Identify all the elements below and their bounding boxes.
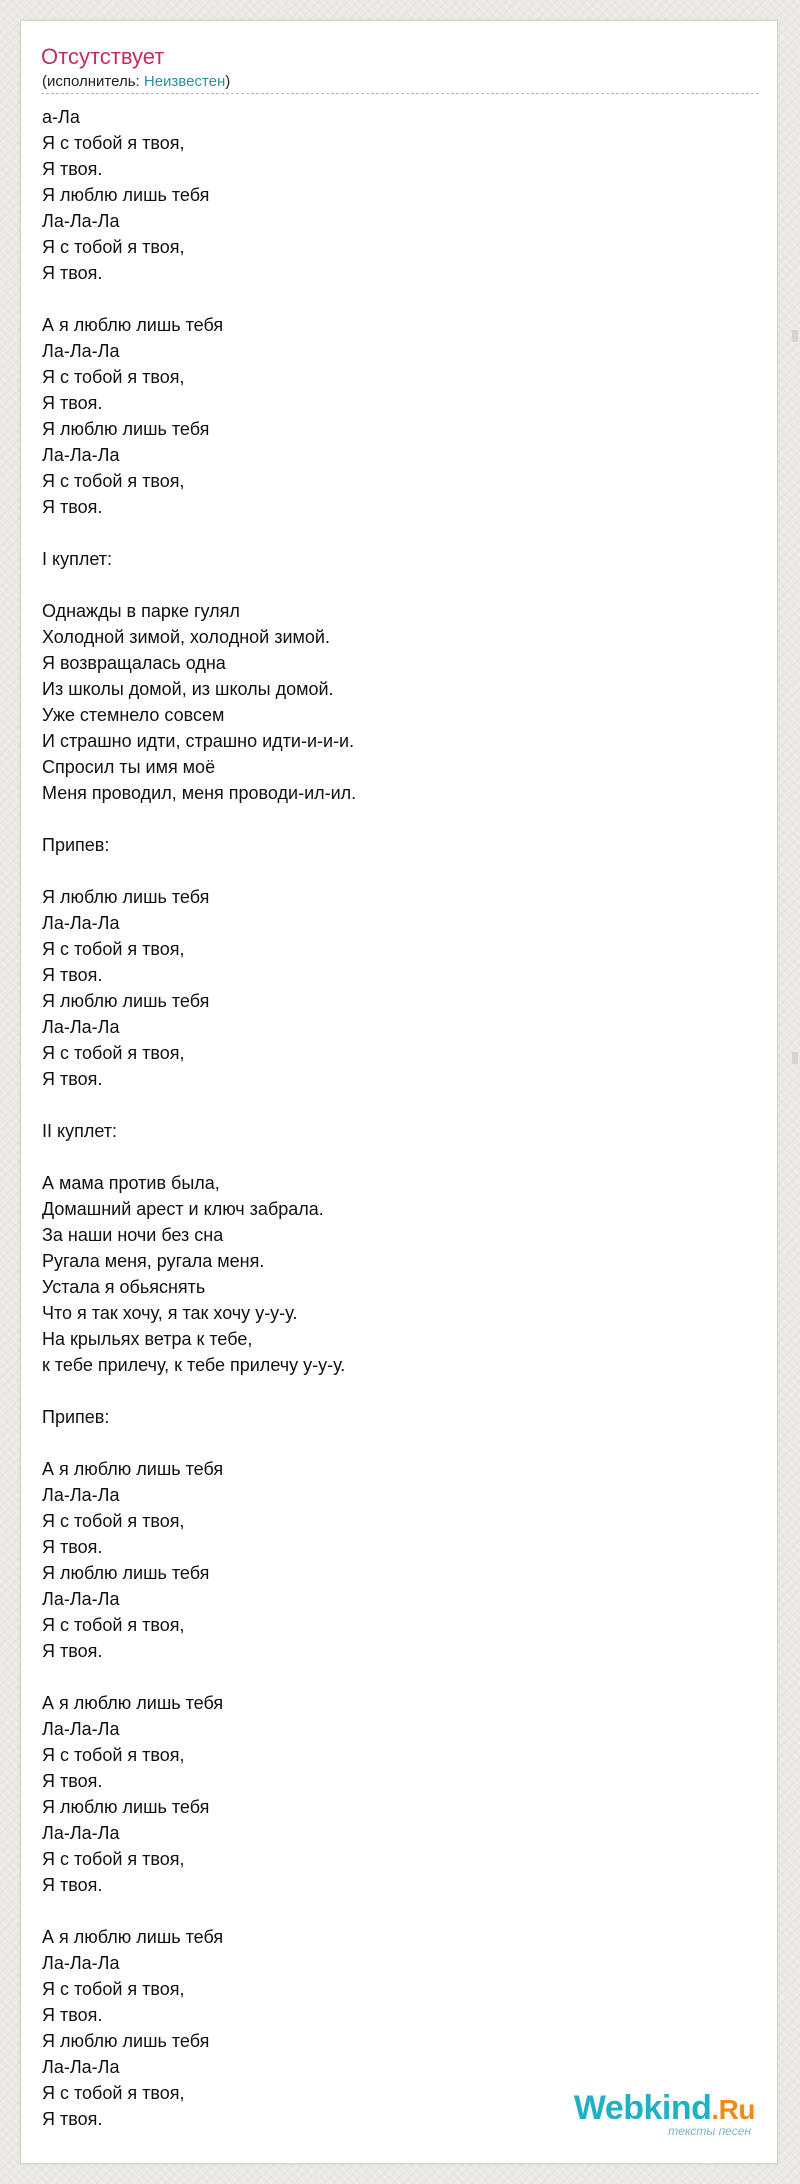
lyric-line: Я твоя. (42, 263, 103, 283)
lyric-line: А я люблю лишь тебя (42, 315, 224, 335)
lyric-line: Ла-Ла-Ла (42, 1017, 120, 1037)
lyric-line: Ла-Ла-Ла (42, 1485, 120, 1505)
lyric-line: Я с тобой я твоя, (42, 367, 185, 387)
lyric-line: Ла-Ла-Ла (42, 445, 120, 465)
lyric-line: А я люблю лишь тебя (42, 1459, 224, 1479)
lyric-line: Меня проводил, меня проводи-ил-ил. (42, 783, 357, 803)
lyric-line: Ла-Ла-Ла (42, 341, 120, 361)
lyric-blank-line (42, 1144, 742, 1170)
lyric-line: А я люблю лишь тебя (42, 1693, 224, 1713)
lyric-line: Я с тобой я твоя, (42, 1745, 185, 1765)
artist-line (42, 72, 230, 92)
lyric-blank-line (42, 858, 742, 884)
lyric-line: Припев: (42, 835, 110, 855)
lyric-line: Я с тобой я твоя, (42, 471, 185, 491)
lyric-line: Я с тобой я твоя, (42, 2083, 185, 2103)
lyric-blank-line (42, 286, 742, 312)
lyric-line: Ла-Ла-Ла (42, 1719, 120, 1739)
lyric-line: Ла-Ла-Ла (42, 2057, 120, 2077)
lyric-line: Я твоя. (42, 965, 103, 985)
lyric-line: Ла-Ла-Ла (42, 1589, 120, 1609)
lyric-line: Я с тобой я твоя, (42, 1043, 185, 1063)
logo-wordmark (574, 2091, 755, 2127)
lyric-line: Я твоя. (42, 1069, 103, 1089)
lyric-line: Я люблю лишь тебя (42, 887, 210, 907)
lyric-line: Спросил ты имя моё (42, 757, 216, 777)
lyric-line: Я люблю лишь тебя (42, 991, 210, 1011)
lyric-line: Я твоя. (42, 393, 103, 413)
lyric-line: Я с тобой я твоя, (42, 1511, 185, 1531)
edge-mark (792, 1052, 798, 1064)
song-title: Отсутствует (41, 44, 165, 69)
lyric-line: Я твоя. (42, 497, 103, 517)
lyric-line: Однажды в парке гулял (42, 601, 240, 621)
lyric-blank-line (42, 1378, 742, 1404)
lyric-line: Припев: (42, 1407, 110, 1427)
lyric-line: Ла-Ла-Ла (42, 211, 120, 231)
lyric-blank-line (42, 520, 742, 546)
lyric-line: Ла-Ла-Ла (42, 1953, 120, 1973)
edge-mark (792, 330, 798, 342)
artist-suffix: ) (225, 73, 231, 90)
lyric-blank-line (42, 1430, 742, 1456)
lyrics-text (42, 104, 742, 2132)
lyric-line: Холодной зимой, холодной зимой. (42, 627, 330, 647)
lyric-line: Я с тобой я твоя, (42, 1979, 185, 1999)
lyric-line: Домашний арест и ключ забрала. (42, 1199, 324, 1219)
lyric-line: Я с тобой я твоя, (42, 939, 185, 959)
logo-tld-text: .Ru (711, 2094, 755, 2125)
lyric-line: А мама против была, (42, 1173, 220, 1193)
logo-main-text: Webkind (573, 2089, 712, 2127)
lyric-line: Я твоя. (42, 1875, 103, 1895)
site-logo[interactable] (574, 2091, 755, 2137)
lyric-line: Я с тобой я твоя, (42, 1615, 185, 1635)
artist-link[interactable]: Неизвестен (143, 73, 226, 90)
lyric-line: к тебе прилечу, к тебе прилечу у-у-у. (42, 1355, 346, 1375)
lyric-line: Устала я обьяснять (42, 1277, 206, 1297)
lyric-blank-line (42, 1898, 742, 1924)
lyrics-card (20, 20, 778, 2164)
lyric-line: Ла-Ла-Ла (42, 1823, 120, 1843)
lyric-blank-line (42, 1092, 742, 1118)
lyric-line: На крыльях ветра к тебе, (42, 1329, 253, 1349)
lyric-line: Ругала меня, ругала меня. (42, 1251, 265, 1271)
lyric-line: Я твоя. (42, 2109, 103, 2129)
lyric-line: Я твоя. (42, 1771, 103, 1791)
lyric-line: Я твоя. (42, 159, 103, 179)
lyric-line: За наши ночи без сна (42, 1225, 224, 1245)
lyric-line: Я твоя. (42, 1537, 103, 1557)
lyric-line: а-Ла (42, 107, 80, 127)
lyric-line: Я возвращалась одна (42, 653, 226, 673)
artist-prefix: (исполнитель: (42, 73, 144, 90)
lyric-line: Я люблю лишь тебя (42, 1563, 210, 1583)
lyric-line: Я люблю лишь тебя (42, 185, 210, 205)
lyric-line: Я твоя. (42, 2005, 103, 2025)
lyric-line: Что я так хочу, я так хочу у-у-у. (42, 1303, 298, 1323)
title-divider (41, 93, 759, 94)
lyric-line: Я люблю лишь тебя (42, 419, 210, 439)
lyric-line: Я твоя. (42, 1641, 103, 1661)
lyric-line: И страшно идти, страшно идти-и-и-и. (42, 731, 355, 751)
lyric-line: Я с тобой я твоя, (42, 237, 185, 257)
lyric-line: Я люблю лишь тебя (42, 1797, 210, 1817)
lyric-line: А я люблю лишь тебя (42, 1927, 224, 1947)
lyric-line: Я люблю лишь тебя (42, 2031, 210, 2051)
lyric-line: Я с тобой я твоя, (42, 1849, 185, 1869)
lyric-line: Я с тобой я твоя, (42, 133, 185, 153)
lyric-line: Ла-Ла-Ла (42, 913, 120, 933)
lyric-line: Уже стемнело совсем (42, 705, 225, 725)
lyric-blank-line (42, 1664, 742, 1690)
lyric-line: II куплет: (42, 1121, 117, 1141)
lyric-line: Из школы домой, из школы домой. (42, 679, 334, 699)
lyric-blank-line (42, 806, 742, 832)
lyric-line: I куплет: (42, 549, 112, 569)
lyric-blank-line (42, 572, 742, 598)
logo-tagline: тексты песен (668, 2124, 751, 2138)
